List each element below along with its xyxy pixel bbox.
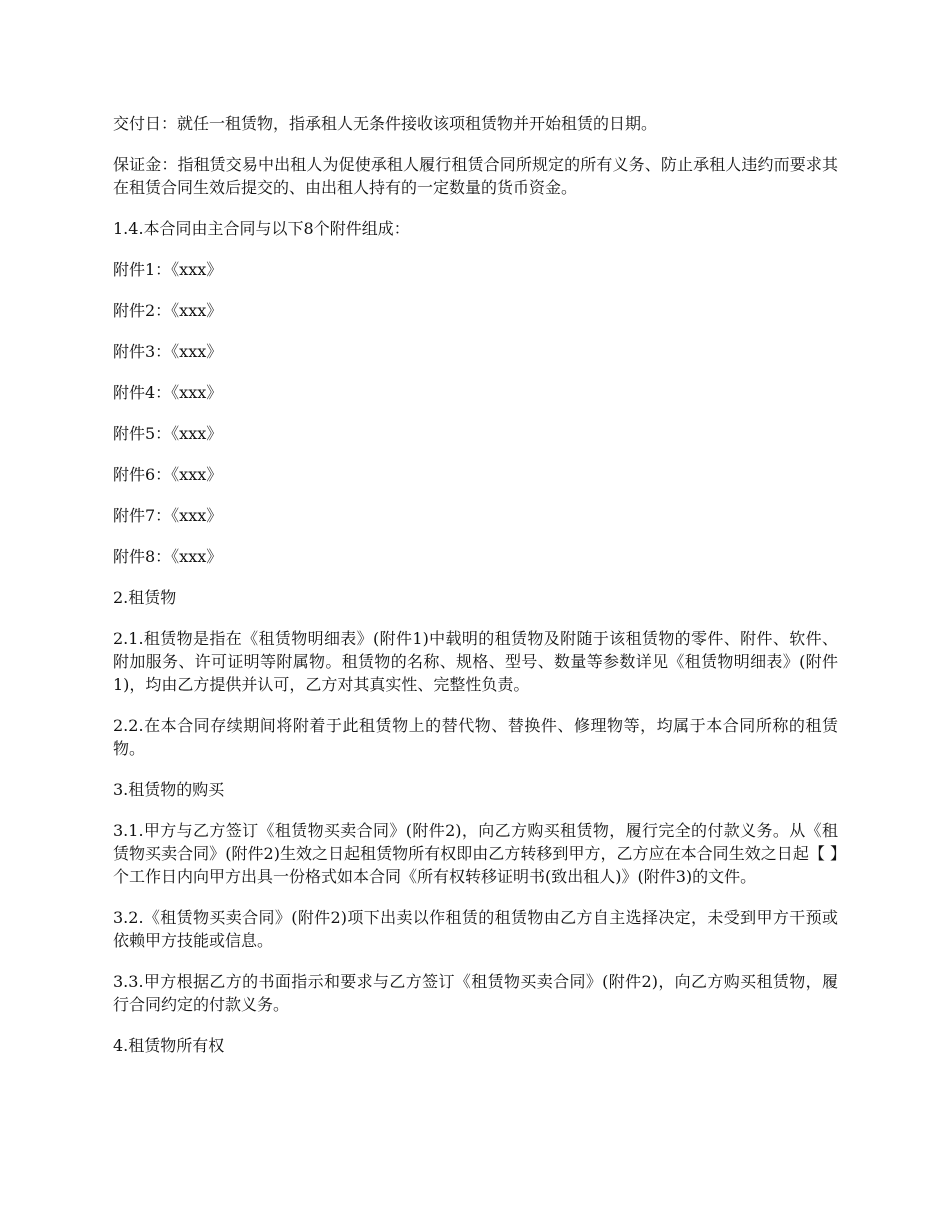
clause-3-2: 3.2.《租赁物买卖合同》(附件2)项下出卖以作租赁的租赁物由乙方自主选择决定，未受到甲方干预或依赖甲方技能或信息。 bbox=[113, 908, 838, 950]
attachment-item: 附件4：《xxx》 bbox=[113, 383, 223, 402]
clause-2-2: 2.2.在本合同存续期间将附着于此租赁物上的替代物、替换件、修理物等，均属于本合同所称的租赁物。 bbox=[113, 716, 838, 758]
clause-1-4: 1.4.本合同由主合同与以下8个附件组成： bbox=[113, 219, 410, 238]
section-heading-2: 2.租赁物 bbox=[113, 588, 177, 607]
section-heading-3: 3.租赁物的购买 bbox=[113, 780, 225, 799]
clause-2-1: 2.1.租赁物是指在《租赁物明细表》(附件1)中载明的租赁物及附随于该租赁物的零件、附件、软件、附加服务、许可证明等附属物。租赁物的名称、规格、型号、数量等参数详见《租赁物明细表》(附件1)，均由乙方提供并认可，乙方对其真实性、完整性负责。 bbox=[113, 629, 838, 694]
clause-3-3: 3.3.甲方根据乙方的书面指示和要求与乙方签订《租赁物买卖合同》(附件2)，向乙方购买租赁物，履行合同约定的付款义务。 bbox=[113, 972, 838, 1014]
attachment-item: 附件3：《xxx》 bbox=[113, 342, 223, 361]
section-heading-4: 4.租赁物所有权 bbox=[113, 1036, 225, 1055]
attachment-item: 附件7：《xxx》 bbox=[113, 506, 223, 525]
definition-delivery-date: 交付日：就任一租赁物，指承租人无条件接收该项租赁物并开始租赁的日期。 bbox=[113, 114, 658, 133]
definition-deposit: 保证金：指租赁交易中出租人为促使承租人履行租赁合同所规定的所有义务、防止承租人违约而要求其在租赁合同生效后提交的、由出租人持有的一定数量的货币资金。 bbox=[113, 155, 838, 197]
attachment-item: 附件6：《xxx》 bbox=[113, 465, 223, 484]
attachment-item: 附件8：《xxx》 bbox=[113, 547, 223, 566]
attachment-item: 附件1：《xxx》 bbox=[113, 260, 223, 279]
attachment-item: 附件5：《xxx》 bbox=[113, 424, 223, 443]
document-body bbox=[113, 112, 838, 1075]
attachment-item: 附件2：《xxx》 bbox=[113, 301, 223, 320]
clause-3-1: 3.1.甲方与乙方签订《租赁物买卖合同》(附件2)，向乙方购买租赁物，履行完全的付款义务。从《租赁物买卖合同》(附件2)生效之日起租赁物所有权即由乙方转移到甲方，乙方应在本合同生效之日起【 】个工作日内向甲方出具一份格式如本合同《所有权转移证明书(致出租人)》(附件3)的文件。 bbox=[113, 821, 838, 886]
